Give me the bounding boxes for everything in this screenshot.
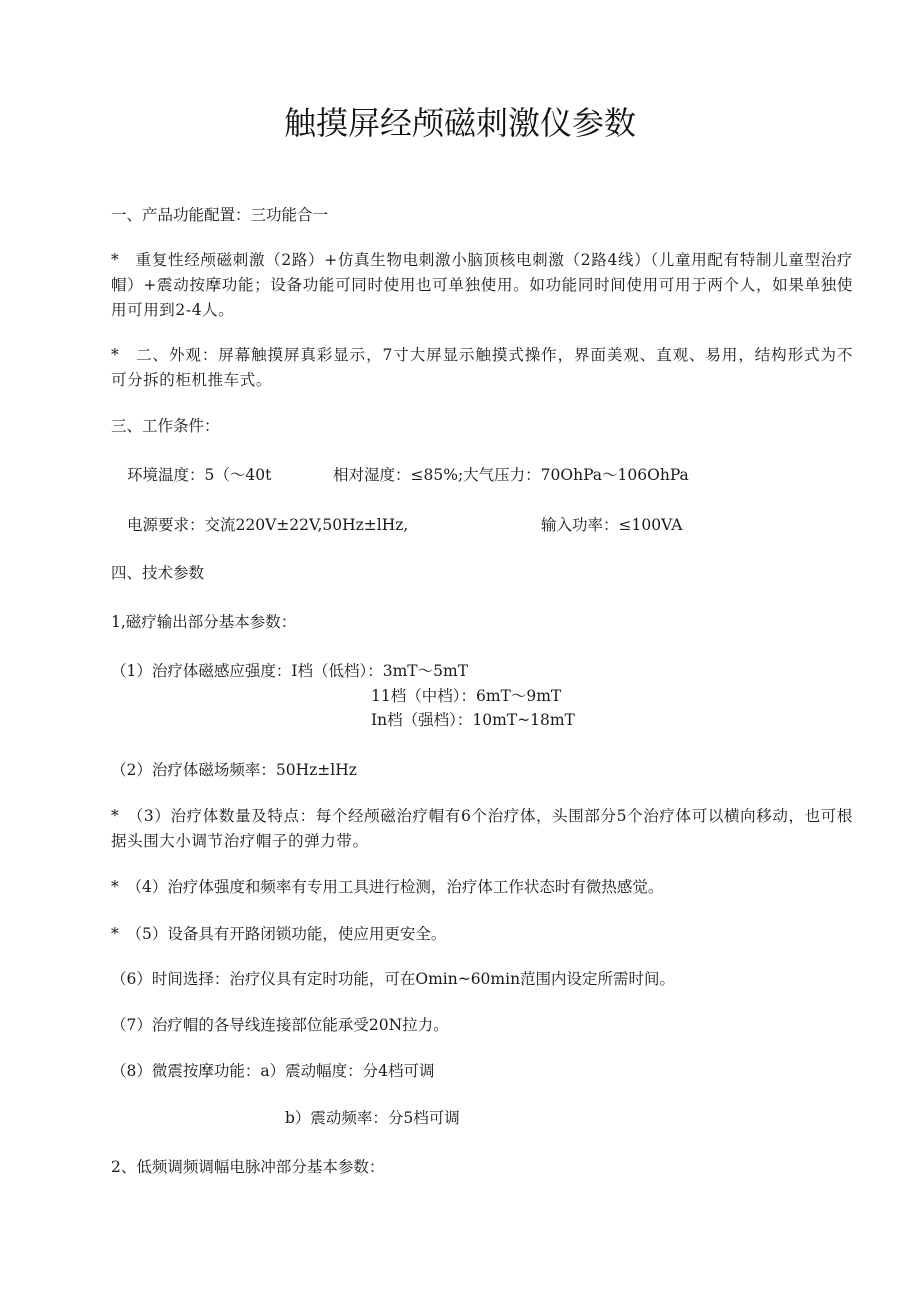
item-timer: （6）时间选择：治疗仪具有定时功能，可在Omin~60min范围内设定所需时间。 bbox=[111, 970, 676, 988]
subsection-magnetic: 1,磁疗输出部分基本参数： bbox=[111, 613, 297, 631]
env-temperature: 环境温度：5（～40t bbox=[127, 466, 272, 484]
item-frequency: （2）治疗体磁场频率：50Hz±lHz bbox=[111, 761, 357, 779]
item-vibration-amplitude: （8）微震按摩功能：a）震动幅度：分4档可调 bbox=[111, 1062, 435, 1080]
env-humidity-pressure: 相对湿度：≤85%;大气压力：70OhPa～106OhPa bbox=[333, 466, 689, 484]
item-detection: * （4）治疗体强度和频率有专用工具进行检测，治疗体工作状态时有微热感觉。 bbox=[111, 878, 664, 896]
section-heading-conditions: 三、工作条件： bbox=[111, 417, 220, 435]
item-cable-tension: （7）治疗帽的各导线连接部位能承受20N拉力。 bbox=[111, 1016, 449, 1034]
section-heading-config: 一、产品功能配置：三功能合一 bbox=[111, 206, 329, 224]
item-open-circuit-lock: * （5）设备具有开路闭锁功能，使应用更安全。 bbox=[111, 925, 447, 943]
power-requirement: 电源要求：交流220V±22V,50Hz±lHz, bbox=[127, 516, 409, 534]
power-input: 输入功率：≤100VA bbox=[541, 516, 683, 534]
subsection-pulse: 2、低频调频调幅电脉冲部分基本参数： bbox=[111, 1158, 385, 1176]
item-intensity-high: In档（强档）：10mT~18mT bbox=[371, 711, 575, 729]
item-count-features: * （3）治疗体数量及特点：每个经颅磁治疗帽有6个治疗体，头围部分5个治疗体可以横向移动，也可根据头围大小调节治疗帽子的弹力带。 bbox=[111, 807, 853, 850]
item-vibration-frequency: b）震动频率：分5档可调 bbox=[285, 1109, 460, 1127]
paragraph-appearance: * 二、外观：屏幕触摸屏真彩显示，7寸大屏显示触摸式操作，界面美观、直观、易用，结构形式为不可分拆的柜机推车式。 bbox=[111, 346, 853, 389]
paragraph-config: * 重复性经颅磁刺激（2路）+仿真生物电刺激小脑顶核电刺激（2路4线）（儿童用配有特制儿童型治疗帽）+震动按摩功能；设备功能可同时使用也可单独使用。如功能同时间使用可用于两个人，如果单独使用可用到2-4人。 bbox=[111, 251, 853, 319]
item-intensity-low: （1）治疗体磁感应强度：I档（低档）：3mT～5mT bbox=[111, 662, 469, 680]
item-intensity-mid: 11档（中档）：6mT～9mT bbox=[371, 687, 562, 705]
section-heading-tech: 四、技术参数 bbox=[111, 564, 205, 582]
document-title: 触摸屏经颅磁刺激仪参数 bbox=[283, 104, 636, 142]
